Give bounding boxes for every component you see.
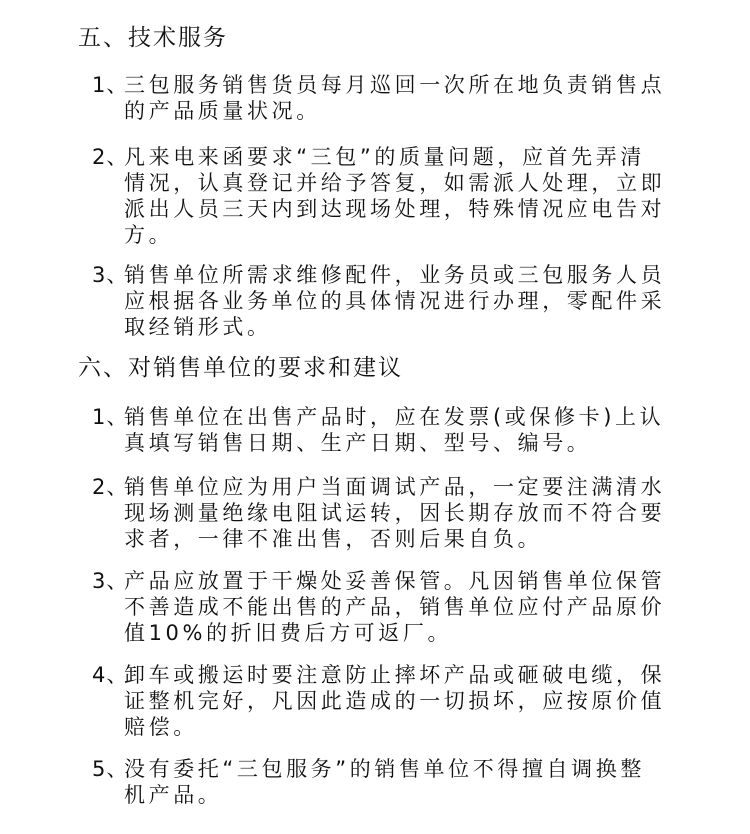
item-text bbox=[124, 72, 665, 124]
item-line: 三包服务销售货员每月巡回一次所在地负责销售点 bbox=[124, 73, 666, 97]
item-text bbox=[124, 144, 665, 248]
item-line: 凡来电来函要求“三包”的质量问题，应首先弄清 bbox=[124, 145, 645, 169]
item-line: 机产品。 bbox=[124, 783, 223, 807]
item-number: 1、 bbox=[92, 405, 129, 429]
item-line: 派出人员三天内到达现场处理，特殊情况应电告对 bbox=[124, 197, 666, 221]
item-line: 销售单位应为用户当面调试产品，一定要注满清水 bbox=[124, 475, 666, 499]
item-number: 2、 bbox=[92, 475, 129, 499]
item-text bbox=[124, 474, 665, 552]
item-text bbox=[124, 756, 645, 808]
item-line: 产品应放置于干燥处妥善保管。凡因销售单位保管 bbox=[124, 569, 666, 593]
item-line: 应根据各业务单位的具体情况进行办理，零配件采 bbox=[124, 289, 666, 313]
item-number: 4、 bbox=[92, 663, 129, 687]
item-text bbox=[124, 262, 665, 340]
item-line: 证整机完好，凡因此造成的一切损坏，应按原价值 bbox=[124, 689, 666, 713]
item-line: 方。 bbox=[124, 223, 174, 247]
item-number: 2、 bbox=[92, 145, 129, 169]
item-line: 真填写销售日期、生产日期、型号、编号。 bbox=[124, 431, 592, 455]
item-number: 5、 bbox=[92, 757, 129, 781]
section-heading-technical-service: 五、技术服务 bbox=[78, 25, 228, 51]
item-line: 销售单位所需求维修配件，业务员或三包服务人员 bbox=[124, 263, 666, 287]
item-line: 求者，一律不准出售，否则后果自负。 bbox=[124, 527, 543, 551]
item-number: 3、 bbox=[92, 569, 129, 593]
item-line: 情况，认真登记并给予答复，如需派人处理，立即 bbox=[124, 171, 666, 195]
item-number: 3、 bbox=[92, 263, 129, 287]
item-line: 取经销形式。 bbox=[124, 315, 272, 339]
item-number: 1、 bbox=[92, 73, 129, 97]
item-line: 的产品质量状况。 bbox=[124, 99, 321, 123]
item-text bbox=[124, 662, 665, 740]
item-line: 赔偿。 bbox=[124, 715, 198, 739]
section-heading-requirements: 六、对销售单位的要求和建议 bbox=[78, 355, 403, 381]
item-line: 没有委托“三包服务”的销售单位不得擅自调换整 bbox=[124, 757, 645, 781]
item-line: 值10%的折旧费后方可返厂。 bbox=[124, 621, 453, 645]
item-text bbox=[124, 568, 665, 646]
item-text bbox=[124, 404, 664, 456]
item-line: 卸车或搬运时要注意防止摔坏产品或砸破电缆，保 bbox=[124, 663, 666, 687]
item-line: 现场测量绝缘电阻试运转，因长期存放而不符合要 bbox=[124, 501, 666, 525]
item-line: 销售单位在出售产品时，应在发票(或保修卡)上认 bbox=[124, 405, 665, 429]
item-line: 不善造成不能出售的产品，销售单位应付产品原价 bbox=[124, 595, 666, 619]
